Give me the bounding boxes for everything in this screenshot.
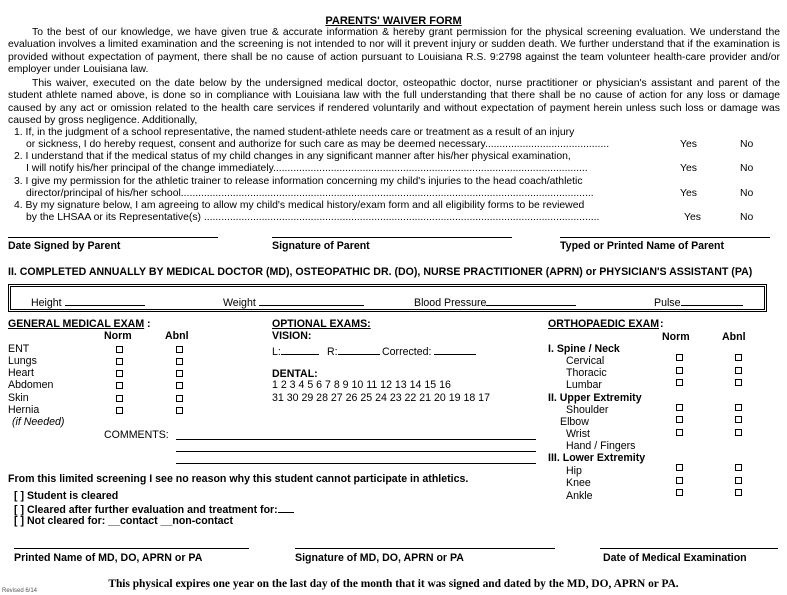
waiver-paragraph: This waiver, executed on the date below by the undersigned medical doctor, osteopathic doctor, nurse practitioner or physician's assistant and parent of the student athlete named above, is done so in compliance with Louisiana law with the full understanding that there shall be no cause of action for any loss or damage caused by any act or omission related to the health care services if rendered voluntarily and without expectation of payment herein unless such loss or damage was caused by gross negligence. Additionally, xyxy=(8,78,780,127)
general-exam-title: GENERAL MEDICAL EXAM xyxy=(8,318,145,330)
parent-date-label: Date Signed by Parent xyxy=(8,240,121,252)
parent-date-line[interactable] xyxy=(8,237,218,238)
item-2-no[interactable]: No xyxy=(740,163,754,174)
row-shoulder: Shoulder xyxy=(566,404,609,416)
hip-abnl-checkbox[interactable] xyxy=(735,464,742,471)
wrist-norm-checkbox[interactable] xyxy=(676,429,683,436)
general-abnl-header: Abnl xyxy=(165,330,189,342)
waiver-item-2: 2. I understand that if the medical status of my child changes in any significant manner after his/her physical examination, I will notify his/her principal of the change immediately............................................................................................................. xyxy=(14,151,588,175)
upper-extremity-header: II. Upper Extremity xyxy=(548,392,642,404)
row-hand-fingers: Hand / Fingers xyxy=(566,440,636,452)
hip-norm-checkbox[interactable] xyxy=(676,464,683,471)
not-cleared-option[interactable]: [ ] Not cleared for: __contact __non-contact xyxy=(14,515,233,527)
knee-abnl-checkbox[interactable] xyxy=(735,477,742,484)
row-knee: Knee xyxy=(566,477,591,489)
cervical-norm-checkbox[interactable] xyxy=(676,354,683,361)
exam-date-line[interactable] xyxy=(600,548,778,549)
row-lungs: Lungs xyxy=(8,355,37,367)
row-elbow: Elbow xyxy=(560,416,589,428)
ent-abnl-checkbox[interactable] xyxy=(176,346,183,353)
if-needed-note: (if Needed) xyxy=(12,416,65,428)
pulse-field[interactable]: Pulse xyxy=(654,295,743,310)
weight-field[interactable]: Weight xyxy=(223,295,364,310)
parent-signature-line[interactable] xyxy=(272,237,512,238)
vision-label: VISION: xyxy=(272,330,312,342)
vitals-box xyxy=(8,284,767,312)
row-cervical: Cervical xyxy=(566,355,605,367)
lungs-norm-checkbox[interactable] xyxy=(116,358,123,365)
cleared-after-evaluation-option[interactable]: [ ] Cleared after further evaluation and treatment for: xyxy=(14,502,294,517)
row-abdomen: Abdomen xyxy=(8,379,54,391)
row-thoracic: Thoracic xyxy=(566,367,607,379)
row-hip: Hip xyxy=(566,465,582,477)
waiver-item-4: 4. By my signature below, I am agreeing to allow my child's medical history/exam form and all eligibility forms to be reviewed by the LHSAA or its Representative(s) ......................................................................................................................................... xyxy=(14,200,600,224)
height-field[interactable]: Height xyxy=(31,295,145,310)
comments-label: COMMENTS: xyxy=(104,429,169,441)
optional-exams-title: OPTIONAL EXAMS: xyxy=(272,318,371,330)
cervical-abnl-checkbox[interactable] xyxy=(735,354,742,361)
heart-norm-checkbox[interactable] xyxy=(116,370,123,377)
parent-signature-label: Signature of Parent xyxy=(272,240,370,252)
heart-abnl-checkbox[interactable] xyxy=(176,370,183,377)
row-ent: ENT xyxy=(8,343,30,355)
screening-statement: From this limited screening I see no reason why this student cannot participate in athletics. xyxy=(8,473,469,485)
general-norm-header: Norm xyxy=(104,330,132,342)
expiration-notice: This physical expires one year on the last day of the month that it was signed and dated by the MD, DO, APRN or PA. xyxy=(108,578,679,590)
ortho-norm-header: Norm xyxy=(662,331,690,343)
lumbar-abnl-checkbox[interactable] xyxy=(735,379,742,386)
thoracic-norm-checkbox[interactable] xyxy=(676,367,683,374)
item-4-no[interactable]: No xyxy=(740,212,754,223)
ankle-norm-checkbox[interactable] xyxy=(676,489,683,496)
knee-norm-checkbox[interactable] xyxy=(676,477,683,484)
doctor-signature-label: Signature of MD, DO, APRN or PA xyxy=(295,552,464,564)
row-ankle: Ankle xyxy=(566,490,593,502)
skin-abnl-checkbox[interactable] xyxy=(176,395,183,402)
row-lumbar: Lumbar xyxy=(566,379,602,391)
row-hernia: Hernia xyxy=(8,404,40,416)
waiver-item-1: 1. If, in the judgment of a school representative, the named student-athlete needs care or treatment as a result of an injury or sickness, I do hereby request, consent and authorize for such care as may be deemed necessary........................................... xyxy=(14,127,610,151)
item-4-yes[interactable]: Yes xyxy=(684,212,701,223)
doctor-signature-line[interactable] xyxy=(295,548,555,549)
section-2-title: II. COMPLETED ANNUALLY BY MEDICAL DOCTOR (MD), OSTEOPATHIC DR. (DO), NURSE PRACTITIONER (APRN) or PHYSICIAN'S ASSISTANT (PA) xyxy=(8,266,753,278)
revision-note: Revised 6/14 xyxy=(2,588,38,594)
ortho-exam-title: ORTHOPAEDIC EXAM xyxy=(548,318,660,330)
parent-name-line[interactable] xyxy=(560,237,770,238)
hernia-norm-checkbox[interactable] xyxy=(116,407,123,414)
lumbar-norm-checkbox[interactable] xyxy=(676,379,683,386)
row-heart: Heart xyxy=(8,367,34,379)
lungs-abnl-checkbox[interactable] xyxy=(176,358,183,365)
comments-line-2[interactable] xyxy=(176,451,536,452)
wrist-abnl-checkbox[interactable] xyxy=(735,429,742,436)
row-wrist: Wrist xyxy=(566,428,590,440)
item-2-yes[interactable]: Yes xyxy=(680,163,697,174)
spine-neck-header: I. Spine / Neck xyxy=(548,343,620,355)
comments-line-1[interactable] xyxy=(176,439,536,440)
elbow-norm-checkbox[interactable] xyxy=(676,416,683,423)
item-3-yes[interactable]: Yes xyxy=(680,188,697,199)
doctor-name-label: Printed Name of MD, DO, APRN or PA xyxy=(14,552,203,564)
vision-left-field[interactable]: L: xyxy=(272,344,319,359)
dental-label: DENTAL: xyxy=(272,368,318,380)
waiver-item-3: 3. I give my permission for the athletic trainer to release information concerning my child's injuries to the head coach/athletic director/principal of his/her school............................................................................................................................................... xyxy=(14,176,594,200)
parent-name-label: Typed or Printed Name of Parent xyxy=(560,240,725,252)
form-title: PARENTS' WAIVER FORM xyxy=(325,15,462,27)
shoulder-abnl-checkbox[interactable] xyxy=(735,404,742,411)
item-1-yes[interactable]: Yes xyxy=(680,139,697,150)
lower-extremity-header: III. Lower Extremity xyxy=(548,452,646,464)
vision-right-field[interactable]: R: xyxy=(327,344,380,359)
comments-line-3[interactable] xyxy=(176,463,536,464)
blood-pressure-field[interactable]: Blood Pressure xyxy=(414,295,576,310)
exam-date-label: Date of Medical Examination xyxy=(603,552,747,564)
vision-corrected-field[interactable]: Corrected: xyxy=(382,344,476,359)
doctor-name-line[interactable] xyxy=(14,548,249,549)
dental-lower-teeth: 31 30 29 28 27 26 25 24 23 22 21 20 19 18 17 xyxy=(272,392,490,404)
dental-upper-teeth: 1 2 3 4 5 6 7 8 9 10 11 12 13 14 15 16 xyxy=(272,379,451,391)
abdomen-abnl-checkbox[interactable] xyxy=(176,382,183,389)
row-skin: Skin xyxy=(8,392,29,404)
ent-norm-checkbox[interactable] xyxy=(116,346,123,353)
hernia-abnl-checkbox[interactable] xyxy=(176,407,183,414)
skin-norm-checkbox[interactable] xyxy=(116,395,123,402)
item-3-no[interactable]: No xyxy=(740,188,754,199)
shoulder-norm-checkbox[interactable] xyxy=(676,404,683,411)
thoracic-abnl-checkbox[interactable] xyxy=(735,367,742,374)
ortho-abnl-header: Abnl xyxy=(722,331,746,343)
consent-paragraph: To the best of our knowledge, we have given true & accurate information & hereby grant permission for the physical screening evaluation. We understand the evaluation involves a limited examination and the screening is not intended to nor will it prevent injury or sudden death. We further understand that if the examination is provided without expectation of payment, there shall be no cause of action pursuant to Louisiana R.S. 9:2798 against the team volunteer health-care provider and/or employer under Louisiana law. xyxy=(8,27,780,76)
ankle-abnl-checkbox[interactable] xyxy=(735,489,742,496)
student-cleared-option[interactable]: [ ] Student is cleared xyxy=(14,490,119,502)
abdomen-norm-checkbox[interactable] xyxy=(116,382,123,389)
elbow-abnl-checkbox[interactable] xyxy=(735,416,742,423)
item-1-no[interactable]: No xyxy=(740,139,754,150)
